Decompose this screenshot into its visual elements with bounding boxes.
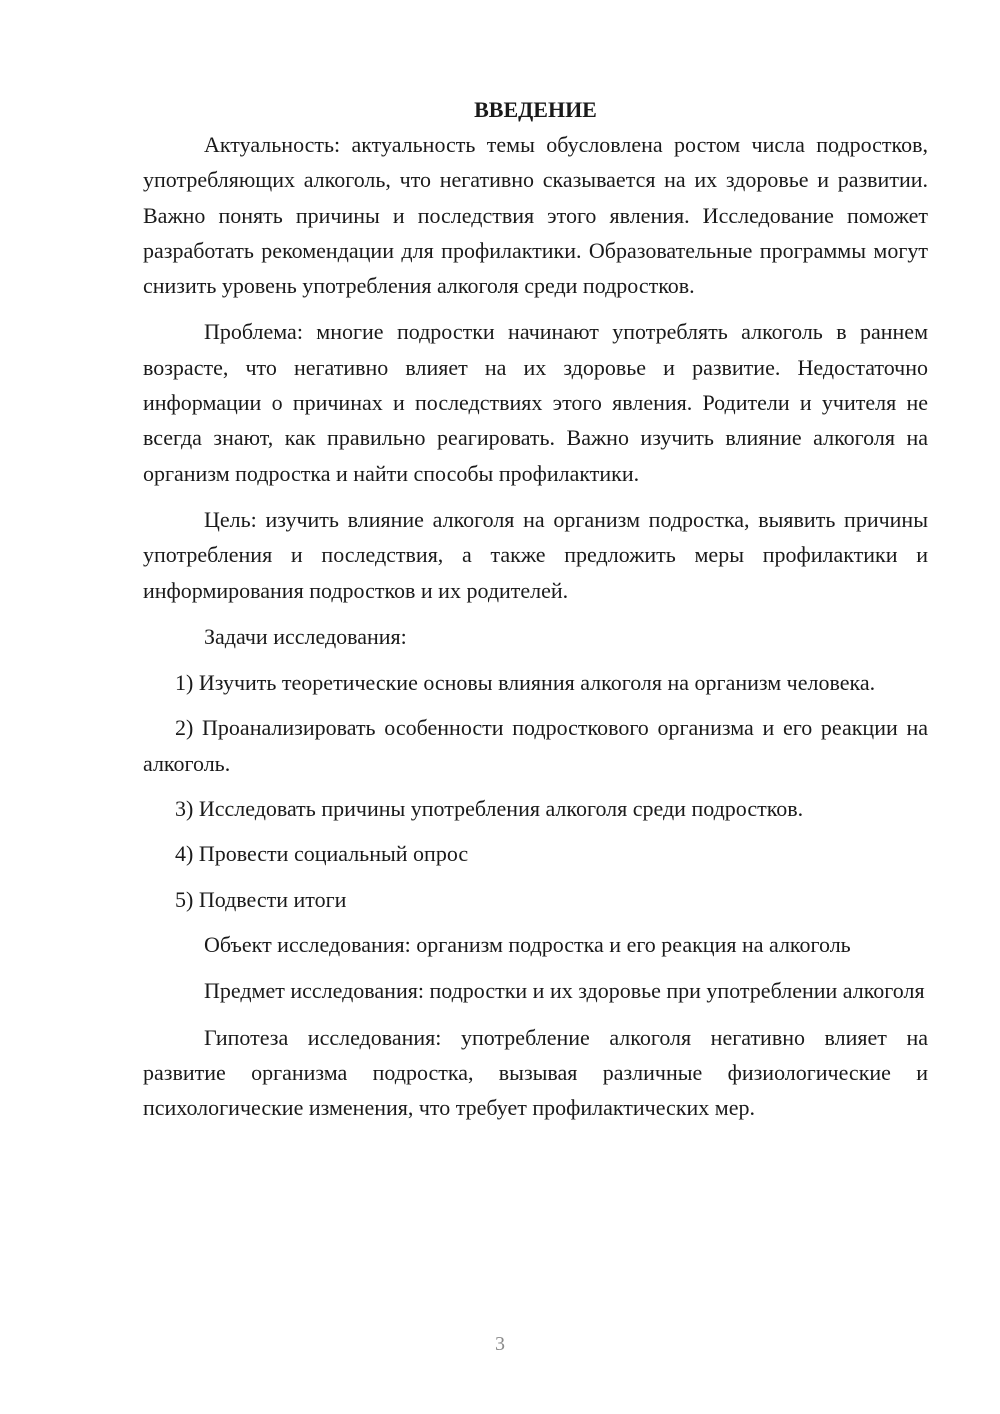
task-item: 1) Изучить теоретические основы влияния алкоголя на организм человека. xyxy=(175,670,876,696)
tasks-heading: Задачи исследования: xyxy=(204,623,407,649)
hypothesis-paragraph: Гипотеза исследования: употребление алкоголя негативно влияет на развитие организма подростка, вызывая различные физиологические и психологические изменения, что требует профилактических мер. xyxy=(143,1024,928,1121)
page-title: ВВЕДЕНИЕ xyxy=(474,97,597,122)
subject-paragraph: Предмет исследования: подростки и их здоровье при употреблении алкоголя xyxy=(204,978,925,1004)
task-item: 5) Подвести итоги xyxy=(175,886,347,912)
task-item: 4) Провести социальный опрос xyxy=(175,841,469,867)
relevance-paragraph: Актуальность: актуальность темы обусловлена ростом числа подростков, употребляющих алкоголь, что негативно сказывается на их здоровье и развитии. Важно понять причины и последствия этого явления. Исследование поможет разработать рекомендации для профилактики. Образовательные программы могут снизить уровень употребления алкоголя среди подростков. xyxy=(143,132,928,299)
problem-paragraph: Проблема: многие подростки начинают употреблять алкоголь в раннем возрасте, что негативно влияет на их здоровье и развитие. Недостаточно информации о причинах и последствиях этого явления. Родители и учителя не всегда знают, как правильно реагировать. Важно изучить влияние алкоголя на организм подростка и найти способы профилактики. xyxy=(143,319,928,486)
document-page xyxy=(143,92,928,1136)
task-item: 2) Проанализировать особенности подросткового организма и его реакции на алкоголь. xyxy=(143,715,928,776)
task-item: 3) Исследовать причины употребления алкоголя среди подростков. xyxy=(175,796,804,822)
goal-paragraph: Цель: изучить влияние алкоголя на организм подростка, выявить причины употребления и последствия, а также предложить меры профилактики и информирования подростков и их родителей. xyxy=(143,506,928,603)
object-paragraph: Объект исследования: организм подростка и его реакция на алкоголь xyxy=(204,931,851,957)
page-number: 3 xyxy=(495,1333,505,1355)
